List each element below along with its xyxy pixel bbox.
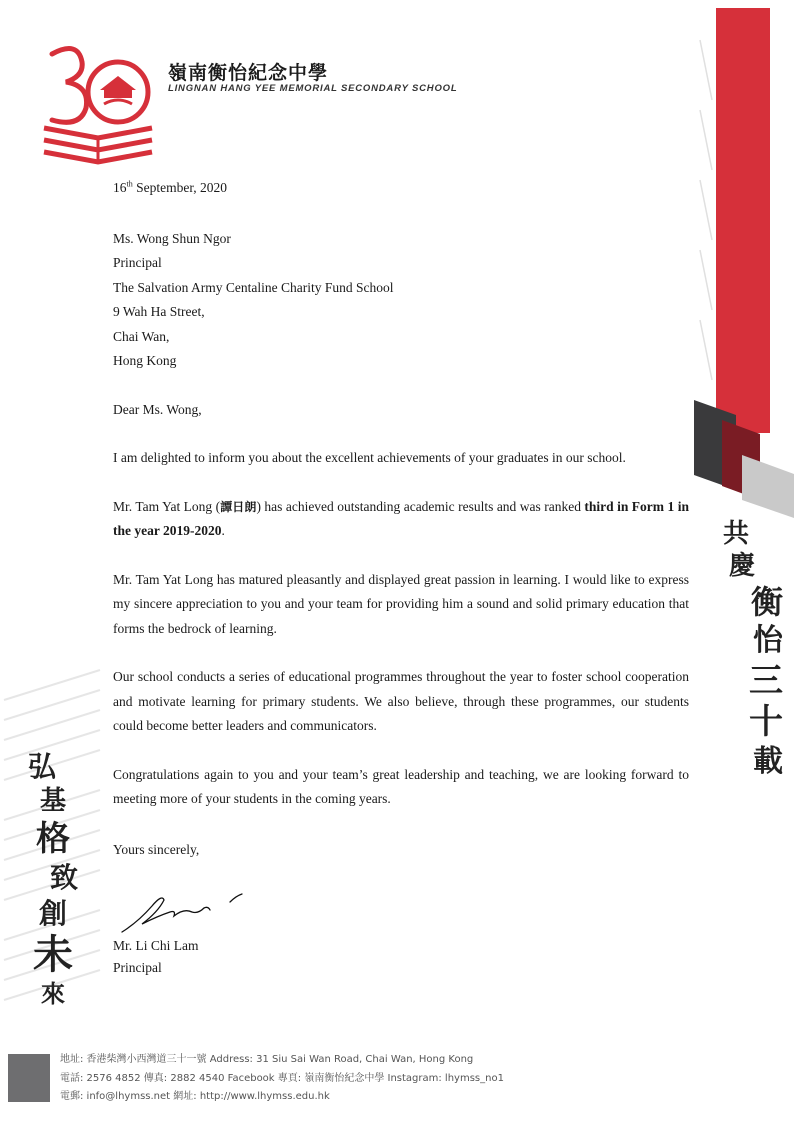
ranking-highlight: third in Form 1 in the year 2019-2020 <box>113 498 689 538</box>
left-slogan-vertical <box>28 750 78 1010</box>
school-name-chinese: 嶺南衡怡紀念中學 <box>168 62 329 84</box>
signer-name: Mr. Li Chi Lam <box>113 938 199 953</box>
paragraph-2 <box>113 495 689 544</box>
signer-title: Principal <box>113 960 162 975</box>
left-slogan-char: 來 <box>41 980 65 1008</box>
signer-block <box>113 935 199 979</box>
letter-date <box>113 176 689 201</box>
date-day: 16 <box>113 180 127 195</box>
left-slogan-char: 未 <box>33 932 73 978</box>
left-slogan-char: 基 <box>39 786 66 816</box>
right-slogan-char: 慶 <box>729 551 756 581</box>
right-slogan-char: 怡 <box>753 623 783 658</box>
school-30th-anniversary-logo <box>38 40 158 170</box>
paragraph-2-text: . <box>221 523 225 538</box>
paragraph-1: I am delighted to inform you about the excellent achievements of your graduates in our school. <box>113 450 626 465</box>
school-name-english: LINGNAN HANG YEE MEMORIAL SECONDARY SCHOOL <box>168 83 458 94</box>
footer-contact-info <box>60 1051 504 1107</box>
paragraph-3: Mr. Tam Yat Long has matured pleasantly and displayed great passion in learning. I would like to express my sincere appreciation to you and your team for providing him a sound and solid primary education that forms the bedrock of learning. <box>113 571 689 636</box>
recipient-region: Hong Kong <box>113 353 177 368</box>
handwritten-signature <box>118 882 248 937</box>
left-slogan-char: 致 <box>49 861 78 894</box>
right-slogan-char: 載 <box>753 744 783 779</box>
footer-address: 地址: 香港柴灣小西灣道三十一號 Address: 31 Siu Sai Wan Road, Chai Wan, Hong Kong <box>60 1054 474 1065</box>
recipient-street: 9 Wah Ha Street, <box>113 304 205 319</box>
right-slogan-char: 十 <box>749 702 783 742</box>
paragraph-2-text: Mr. Tam Yat Long ( <box>113 498 221 514</box>
paragraph-5: Congratulations again to you and your team’s great leadership and teaching, we are looking forward to meeting more of your students in the coming years. <box>113 766 689 806</box>
recipient-district: Chai Wan, <box>113 328 170 344</box>
paragraph-4: Our school conducts a series of educational programmes throughout the year to foster school cooperation and motivate learning for primary students. We also believe, through these programmes, our students could become better leaders and communicators. <box>113 669 689 733</box>
recipient-address <box>113 227 689 374</box>
closing: Yours sincerely, <box>113 841 200 857</box>
recipient-school: The Salvation Army Centaline Charity Fund School <box>113 279 394 295</box>
left-slogan-char: 弘 <box>28 750 57 783</box>
left-slogan-char: 格 <box>36 819 70 859</box>
footer-email-website: 電郵: info@lhymss.net 網址: http://www.lhymss.edu.hk <box>60 1091 330 1102</box>
paragraph-2-text: ) has achieved outstanding academic results and was ranked <box>256 498 585 514</box>
left-slogan-char: 創 <box>38 897 67 930</box>
recipient-name: Ms. Wong Shun Ngor <box>113 230 231 246</box>
salutation: Dear Ms. Wong, <box>113 401 202 417</box>
right-slogan-char: 共 <box>723 519 750 549</box>
right-slogan-char: 衡 <box>750 583 783 621</box>
right-slogan-vertical <box>723 518 783 782</box>
date-suffix: th <box>126 179 133 189</box>
letter-body <box>113 176 689 862</box>
footer-phone-fax-social: 電話: 2576 4852 傳真: 2882 4540 Facebook 專頁: 嶺南衡怡紀念中學 Instagram: lhymss_no1 <box>60 1072 504 1084</box>
right-slogan-char: 三 <box>749 661 783 701</box>
recipient-title: Principal <box>113 255 162 270</box>
date-month-year: September, 2020 <box>132 180 228 195</box>
student-chinese-name: 譚日朗 <box>220 499 257 514</box>
footer-gray-block <box>8 1054 50 1102</box>
